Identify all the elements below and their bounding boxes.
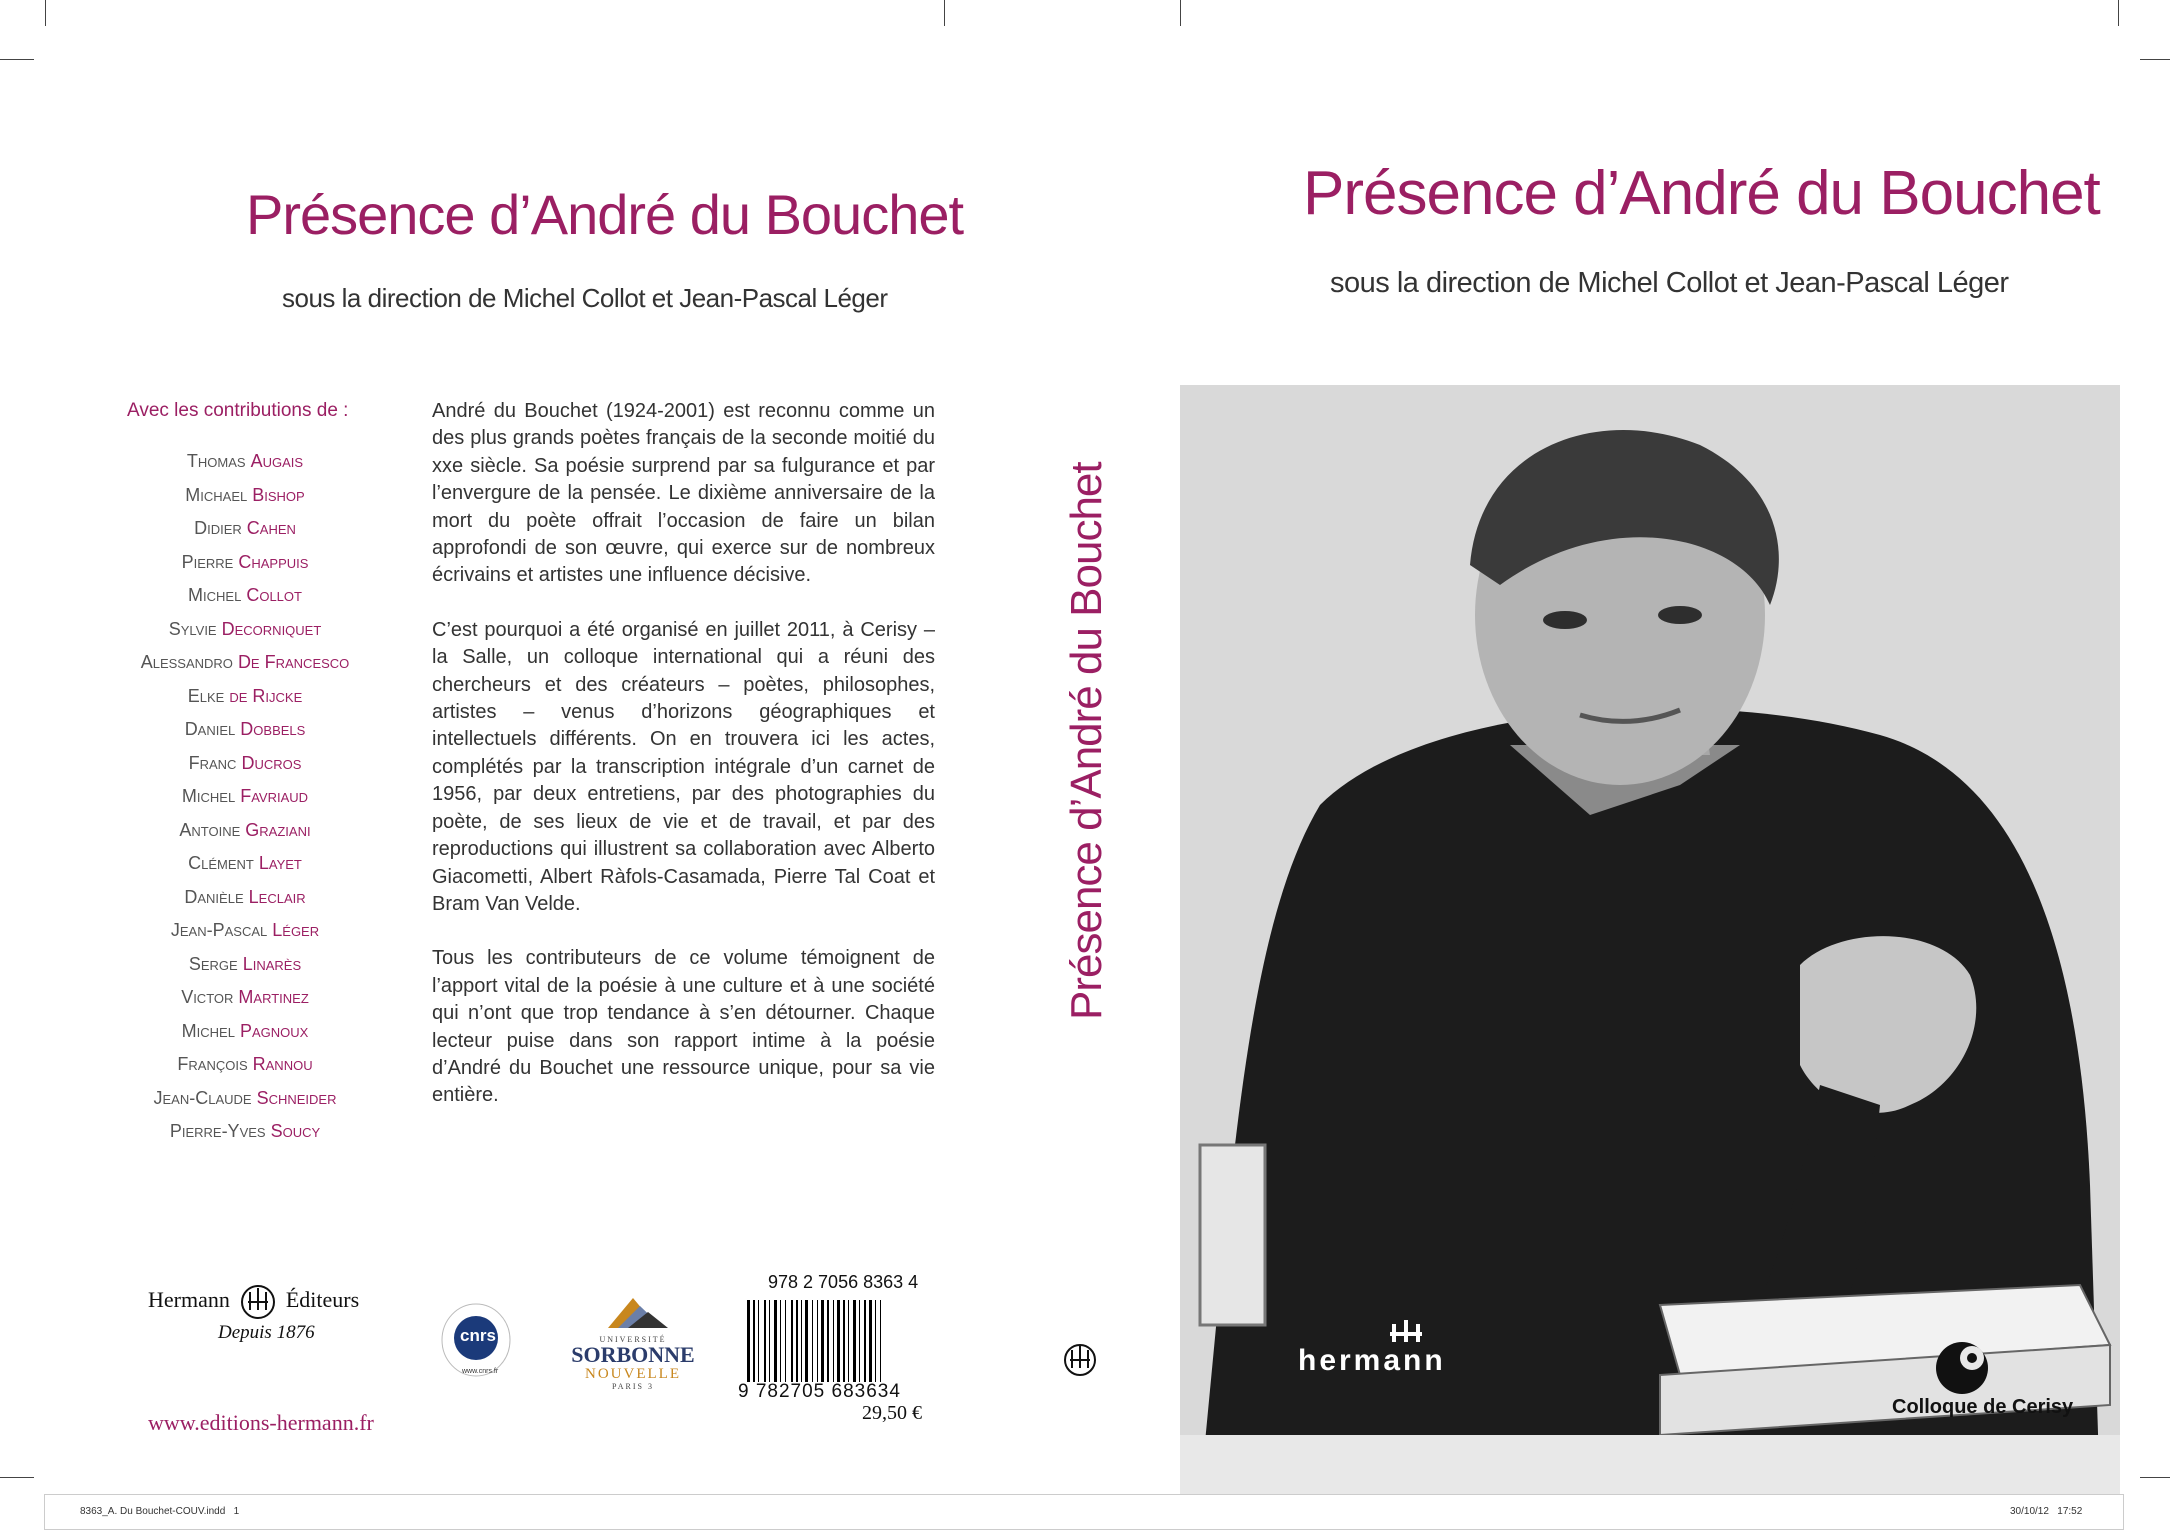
contributor-last-name: Collot xyxy=(246,585,302,605)
barcode-bar xyxy=(769,1300,770,1382)
contributor xyxy=(110,680,380,714)
barcode-bar xyxy=(796,1300,798,1382)
contributor-last-name: Linarès xyxy=(242,953,302,974)
contributor-last-name: De Francesco xyxy=(237,652,350,672)
front-publisher-logo xyxy=(1298,1320,1518,1380)
contributor-last-name: Rannou xyxy=(252,1054,313,1074)
sorbonne-name: SORBONNE xyxy=(571,1342,695,1367)
contributor-first-name: Daniel xyxy=(184,719,236,739)
contributor xyxy=(110,646,380,680)
contributor-last-name: Layet xyxy=(258,853,302,873)
contributor xyxy=(110,814,380,848)
barcode-bar xyxy=(747,1300,750,1382)
contributor xyxy=(110,747,380,781)
crop-mark xyxy=(1180,0,1181,26)
contributor-last-name: Augais xyxy=(250,451,304,471)
front-publisher-emblem-icon xyxy=(1386,1320,1426,1346)
front-publisher-wordmark: hermann xyxy=(1298,1344,1446,1377)
barcode-bar xyxy=(764,1300,766,1382)
cnrs-logo xyxy=(438,1300,518,1400)
barcode-bar xyxy=(817,1300,818,1382)
contributor-last-name: Léger xyxy=(272,920,320,940)
crop-mark xyxy=(2140,1477,2170,1478)
barcode-bar xyxy=(827,1300,829,1382)
contributor xyxy=(110,512,380,546)
colloque-logo-icon xyxy=(1932,1338,1992,1398)
slug-date: 30/10/12 17:52 xyxy=(2010,1506,2083,1517)
barcode-bar xyxy=(848,1300,849,1382)
contributor-last-name: Schneider xyxy=(256,1087,337,1108)
isbn-number: 978 2 7056 8363 4 xyxy=(768,1272,919,1292)
contributor xyxy=(110,579,380,613)
front-cover-title: Présence d’André du Bouchet xyxy=(1303,159,2100,228)
spine-title: Présence d’André du Bouchet xyxy=(1062,462,1111,1020)
contributor xyxy=(110,1115,380,1149)
contributor xyxy=(110,948,380,982)
sorbonne-university: UNIVERSITÉ xyxy=(599,1335,667,1344)
contributor-first-name: Didier xyxy=(194,518,242,538)
sorbonne-nouvelle: NOUVELLE xyxy=(585,1366,681,1382)
barcode-bar xyxy=(864,1300,866,1382)
crop-mark xyxy=(2140,59,2170,60)
publisher-logo xyxy=(148,1280,359,1320)
front-cover-subtitle: sous la direction de Michel Collot et Jean-Pascal Léger xyxy=(1330,267,2009,299)
contributor xyxy=(110,713,380,747)
contributor-last-name: Leclair xyxy=(248,886,306,907)
contributor-first-name: Pierre-Yves xyxy=(169,1121,266,1141)
crop-mark xyxy=(944,0,945,26)
barcode xyxy=(747,1300,935,1382)
publisher-name-left: Hermann xyxy=(148,1287,230,1312)
contributor xyxy=(110,881,380,915)
barcode-bar xyxy=(801,1300,802,1382)
contributor-first-name: Clément xyxy=(188,853,254,873)
contributor xyxy=(110,1048,380,1082)
contributor-first-name: Serge xyxy=(188,953,238,974)
barcode-bar xyxy=(805,1300,808,1382)
contributor-first-name: Victor xyxy=(181,987,234,1007)
contributor-first-name: Danièle xyxy=(184,886,244,907)
slug-frame xyxy=(44,1494,2124,1530)
contributor-first-name: Michel xyxy=(181,786,236,806)
contributors-list xyxy=(110,445,380,1149)
contributor-last-name: de Rijcke xyxy=(229,685,303,706)
contributor xyxy=(110,1015,380,1049)
crop-mark xyxy=(0,1477,34,1478)
contributor-last-name: Dobbels xyxy=(240,719,306,739)
contributor-last-name: Graziani xyxy=(245,819,311,840)
barcode-bar xyxy=(791,1300,793,1382)
sorbonne-emblem-icon xyxy=(568,1290,698,1330)
sorbonne-paris: PARIS 3 xyxy=(612,1382,654,1391)
publisher-name-right: Éditeurs xyxy=(285,1287,360,1312)
barcode-bar xyxy=(821,1300,824,1382)
barcode-digits: 9 782705 683634 xyxy=(738,1381,901,1402)
contributor xyxy=(110,445,380,479)
contributor-first-name: Jean-Pascal xyxy=(170,920,268,940)
contributor-first-name: Pierre xyxy=(181,551,234,572)
contributor-first-name: François xyxy=(177,1054,248,1074)
contributor xyxy=(110,479,380,513)
back-cover-text xyxy=(432,398,935,1137)
slug-file: 8363_A. Du Bouchet-COUV.indd 1 xyxy=(80,1506,240,1517)
barcode-bar xyxy=(780,1300,781,1382)
crop-mark xyxy=(0,59,34,60)
contributor-last-name: Decorniquet xyxy=(221,618,322,639)
contributor-first-name: Antoine xyxy=(179,819,241,840)
contributor-first-name: Michel xyxy=(188,585,242,605)
barcode-bar xyxy=(753,1300,755,1382)
barcode-bar xyxy=(869,1300,872,1382)
contributor xyxy=(110,780,380,814)
contributor-first-name: Elke xyxy=(187,685,225,706)
publisher-website[interactable]: www.editions-hermann.fr xyxy=(148,1410,374,1435)
contributor-last-name: Martinez xyxy=(238,987,309,1007)
colloque-label: Colloque de Cerisy xyxy=(1892,1396,2074,1418)
crop-mark xyxy=(2118,0,2119,26)
back-cover-title: Présence d’André du Bouchet xyxy=(246,183,964,246)
contributor xyxy=(110,546,380,580)
barcode-bar xyxy=(843,1300,845,1382)
sorbonne-logo xyxy=(568,1290,698,1400)
contributor xyxy=(110,914,380,948)
barcode-bar xyxy=(875,1300,876,1382)
barcode-bar xyxy=(859,1300,860,1382)
spine-publisher-emblem-icon xyxy=(1060,1338,1100,1378)
contributor-first-name: Michel xyxy=(181,1020,235,1041)
contributor-first-name: Franc xyxy=(188,752,237,773)
back-cover-paragraph: Tous les contributeurs de ce volume témoignent de l’apport vital de la poésie à une culture et à une société qui n’ont que trop tendance à s’en détourner. Chaque lecteur puise dans son rapport intime à la poésie d’André du Bouchet une ressource unique, pour sa vie entière. xyxy=(432,947,935,1107)
contributor-first-name: Michael xyxy=(185,484,248,505)
contributor-first-name: Jean-Claude xyxy=(153,1087,252,1108)
contributor-last-name: Soucy xyxy=(270,1121,321,1141)
contributor-last-name: Cahen xyxy=(246,518,296,538)
publisher-since: Depuis 1876 xyxy=(218,1322,315,1343)
barcode-bar xyxy=(837,1300,840,1382)
barcode-bar xyxy=(833,1300,834,1382)
barcode-bar xyxy=(853,1300,856,1382)
contributor xyxy=(110,1082,380,1116)
cnrs-url: www.cnrs.fr xyxy=(462,1368,499,1375)
contributor-last-name: Favriaud xyxy=(240,786,309,806)
contributor-first-name: Sylvie xyxy=(168,618,217,639)
barcode-bar xyxy=(812,1300,813,1382)
back-cover-paragraph: André du Bouchet (1924-2001) est reconnu comme un des plus grands poètes français de la seconde moitié du xxe siècle. Sa poésie surprend par sa fulgurance et par l’envergure de la pensée. Le dixième anniversaire de la mort du poète offrait l’occasion de faire un bilan approfondi de son œuvre, qui exerce sur de nombreux écrivains et artistes une influence décisive. xyxy=(432,400,935,587)
contributor xyxy=(110,613,380,647)
cnrs-text: cnrs xyxy=(460,1326,496,1345)
hermann-emblem-icon xyxy=(238,1280,278,1320)
contributor-last-name: Chappuis xyxy=(238,551,309,572)
contributions-heading: Avec les contributions de : xyxy=(127,400,349,421)
barcode-bar xyxy=(758,1300,759,1382)
barcode-bar xyxy=(774,1300,777,1382)
contributor-last-name: Pagnoux xyxy=(239,1020,309,1041)
contributor-first-name: Thomas xyxy=(186,451,246,471)
contributor-last-name: Bishop xyxy=(252,484,305,505)
contributor-last-name: Ducros xyxy=(241,752,302,773)
back-cover-paragraph: C’est pourquoi a été organisé en juillet 2011, à Cerisy – la Salle, un colloque international qui a réuni des chercheurs et des créateurs – poètes, philosophes, artistes – venus d’horizons géographiques et intellectuels différents. On en trouvera ici les actes, complétés par la transcription intégrale d’un carnet de 1956, par deux entretiens, par des photographies du poète, de ses lieux de vie et de travail, et par des reproductions qui illustrent sa collaboration avec Alberto Giacometti, Albert Ràfols-Casamada, Pierre Tal Coat et Bram Van Velde. xyxy=(432,618,935,915)
contributor-first-name: Alessandro xyxy=(140,652,233,672)
crop-mark xyxy=(45,0,46,26)
barcode-bar xyxy=(785,1300,786,1382)
back-cover-subtitle: sous la direction de Michel Collot et Jean-Pascal Léger xyxy=(282,283,888,313)
barcode-bar xyxy=(880,1300,881,1382)
contributor xyxy=(110,847,380,881)
contributor xyxy=(110,981,380,1015)
price: 29,50 € xyxy=(862,1402,922,1424)
